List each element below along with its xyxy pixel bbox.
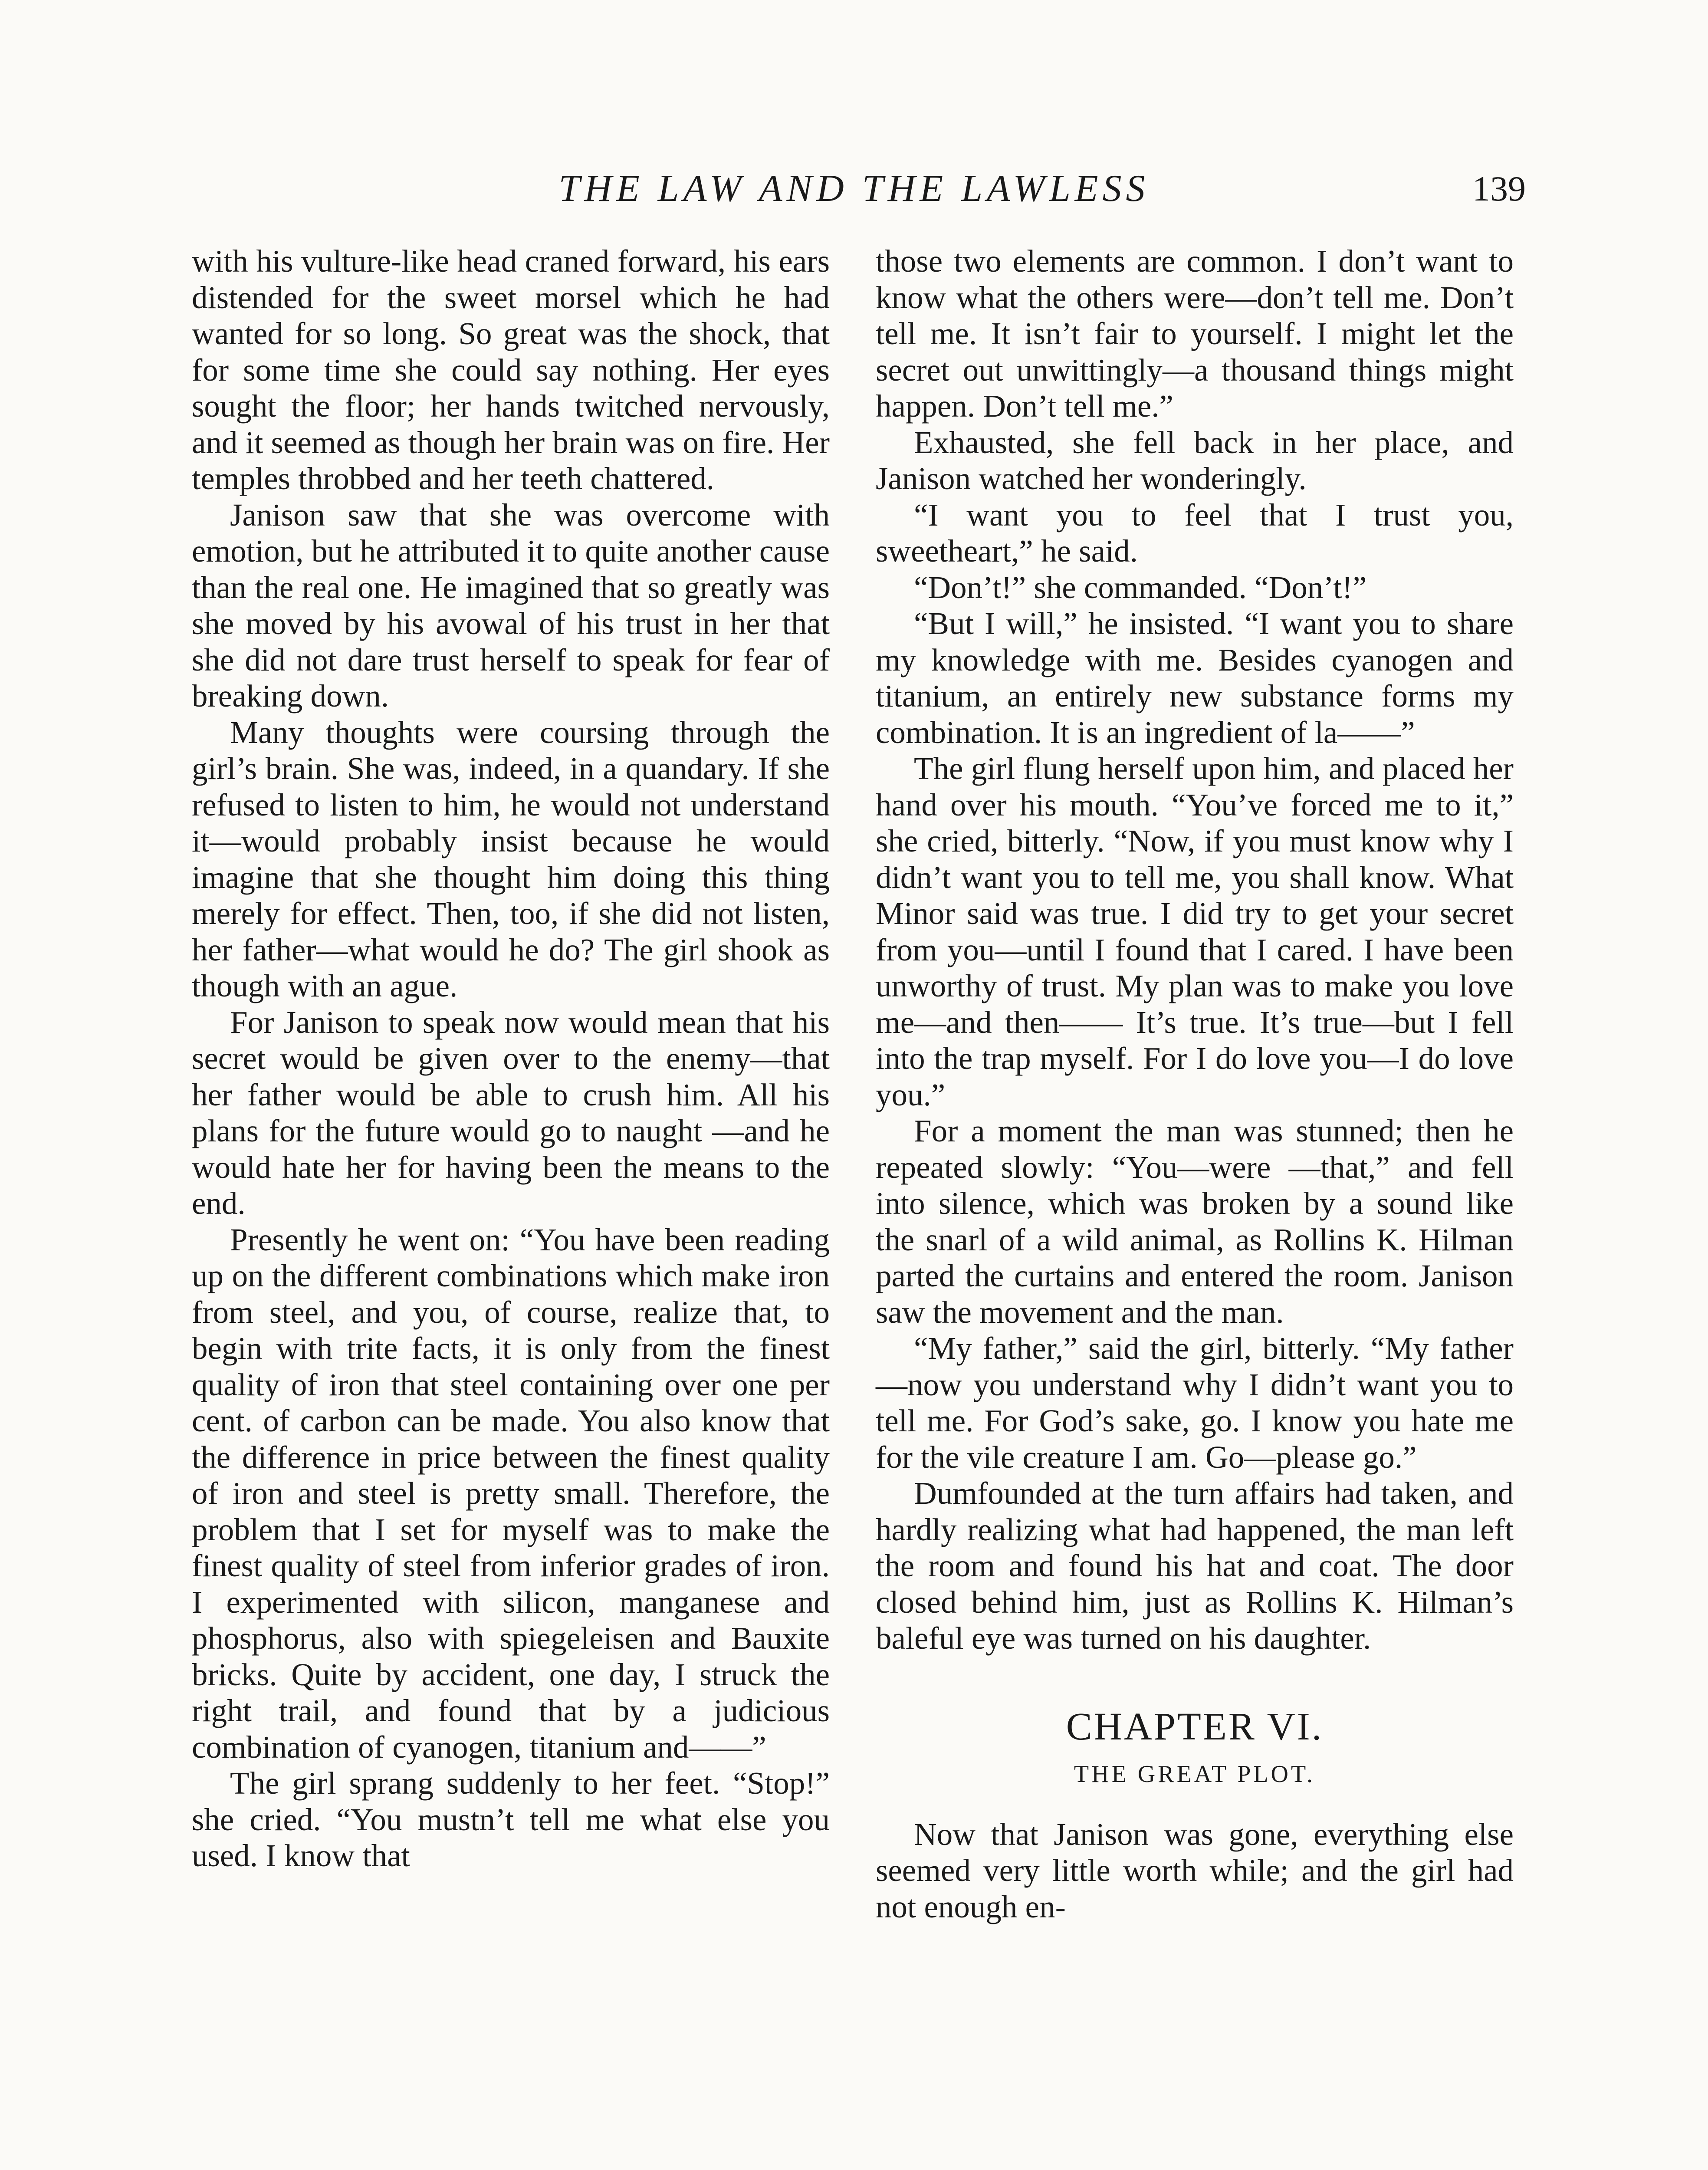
- paragraph: For Janison to speak now would mean that his secret would be given over to the enemy—that her father would be able to crush him. All his plans for the future would go to naught —and he would hate her for having been the means to the end.: [192, 1004, 830, 1221]
- right-column: [876, 243, 1514, 1925]
- paragraph: Janison saw that she was overcome with emotion, but he attributed it to quite another cause than the real one. He imagined that so greatly was she moved by his avowal of his trust in her that she did not dare trust herself to speak for fear of breaking down.: [192, 497, 830, 713]
- paragraph: Many thoughts were coursing through the girl’s brain. She was, indeed, in a quandary. If she refused to listen to him, he would not understand it—would probably insist because he would imagine that she thought him doing this thing merely for effect. Then, too, if she did not listen, her father—what would he do? The girl shook as though with an ague.: [192, 714, 830, 1003]
- running-head: [0, 165, 1708, 213]
- paragraph: The girl flung herself upon him, and placed her hand over his mouth. “You’ve forced me to it,” she cried, bitterly. “Now, if you must know why I didn’t want you to tell me, you shall know. What Minor said was true. I did try to get your secret from you—until I found that I cared. I have been unworthy of trust. My plan was to make you love me—and then—— It’s true. It’s true—but I fell into the trap myself. For I do love you—I do love you.”: [876, 751, 1514, 1112]
- running-title: THE LAW AND THE LAWLESS: [558, 168, 1150, 210]
- left-column: [192, 243, 830, 1874]
- paragraph: For a moment the man was stunned; then he repeated slowly: “You—were —that,” and fell into silence, which was broken by a sound like the snarl of a wild animal, as Rollins K. Hilman parted the curtains and entered the room. Janison saw the movement and the man.: [876, 1113, 1514, 1330]
- paragraph: with his vulture-like head craned forward, his ears distended for the sweet morsel which he had wanted for so long. So great was the shock, that for some time she could say nothing. Her eyes sought the floor; her hands twitched nervously, and it seemed as though her brain was on fire. Her temples throbbed and her teeth chattered.: [192, 243, 830, 496]
- paragraph: “Don’t!” she commanded. “Don’t!”: [914, 569, 1367, 605]
- chapter-subtitle: THE GREAT PLOT.: [1074, 1760, 1316, 1788]
- paragraph: “My father,” said the girl, bitterly. “My father—now you understand why I didn’t want you to tell me. For God’s sake, go. I know you hate me for the vile creature I am. Go—please go.”: [876, 1331, 1514, 1475]
- paragraph: Exhausted, she fell back in her place, and Janison watched her wonderingly.: [876, 424, 1514, 496]
- paragraph: The girl sprang suddenly to her feet. “Stop!” she cried. “You mustn’t tell me what else you used. I know that: [192, 1766, 830, 1873]
- paragraph: Dumfounded at the turn affairs had taken, and hardly realizing what had happened, the man left the room and found his hat and coat. The door closed behind him, just as Rollins K. Hilman’s baleful eye was turned on his daughter.: [876, 1476, 1514, 1656]
- page-number: 139: [1472, 169, 1526, 208]
- paragraph: Presently he went on: “You have been reading up on the different combinations which make iron from steel, and you, of course, realize that, to begin with trite facts, it is only from the finest quality of iron that steel containing over one per cent. of carbon can be made. You also know that the difference in price between the finest quality of iron and steel is pretty small. Therefore, the problem that I set for myself was to make the finest quality of steel from inferior grades of iron. I experimented with silicon, manganese and phosphorus, also with spiegeleisen and Bauxite bricks. Quite by accident, one day, I struck the right trail, and found that by a judicious combination of cyanogen, titanium and——”: [192, 1222, 830, 1765]
- paragraph: those two elements are common. I don’t want to know what the others were—don’t tell me. Don’t tell me. It isn’t fair to yourself. I might let the secret out unwittingly—a thousand things might happen. Don’t tell me.”: [876, 243, 1514, 424]
- paragraph: “But I will,” he insisted. “I want you to share my knowledge with me. Besides cyanogen and titanium, an entirely new substance forms my combination. It is an ingredient of la——”: [876, 606, 1514, 750]
- chapter-heading: CHAPTER VI.: [1066, 1705, 1324, 1748]
- paragraph: “I want you to feel that I trust you, sweetheart,” he said.: [876, 497, 1514, 569]
- paragraph: Now that Janison was gone, everything else seemed very little worth while; and the girl had not enough en-: [876, 1816, 1514, 1924]
